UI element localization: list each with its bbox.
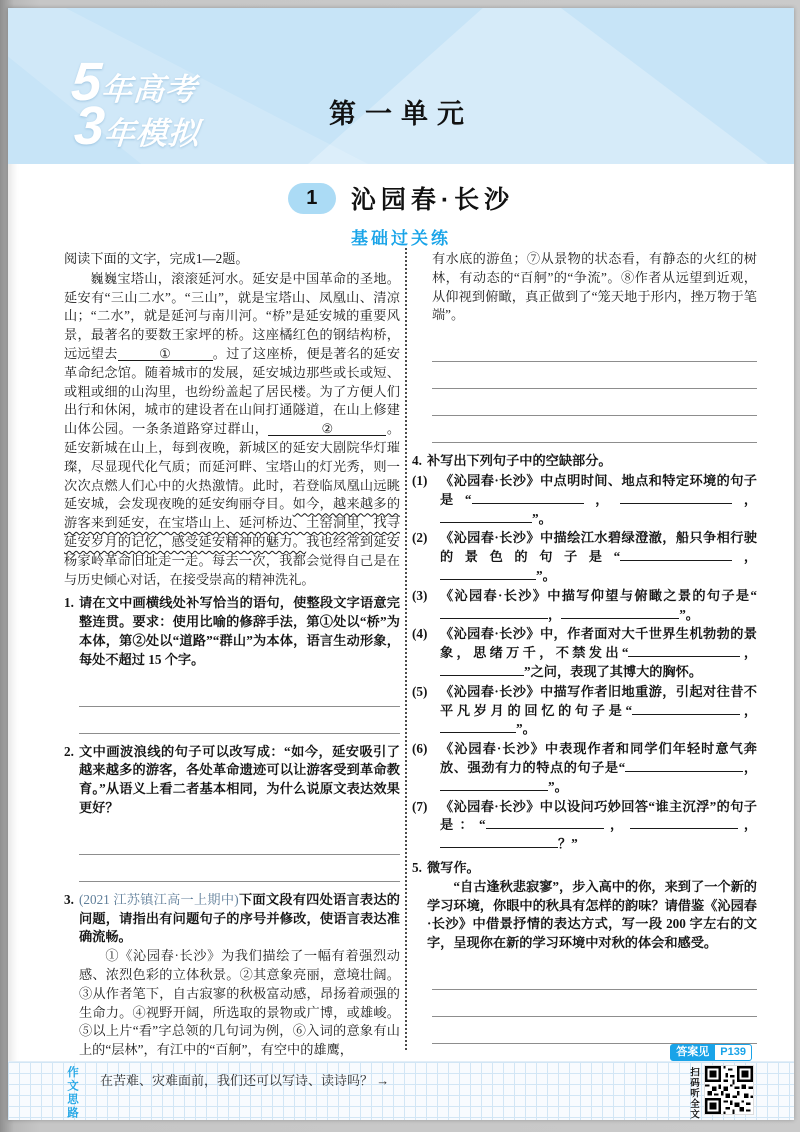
passage-text: 巍巍宝塔山，滚滚延河水。延安是中国革命的圣地。延安有“三山二水”。“三山”，就是宝塔山、凤凰山、清凉山；“二水”，就是延河与南川河。“桥”是延安城的重要风景，最著名的要数王家坪的桥。这座橘红色的钢结构桥，远远望去 — [64, 270, 400, 361]
item-label: (1) — [412, 472, 428, 488]
qr-block — [686, 1065, 754, 1120]
question-number: 1. — [64, 595, 74, 611]
answer-blank — [440, 663, 524, 676]
answer-blank — [440, 778, 548, 791]
essay-strip — [8, 1061, 794, 1120]
item-label: (3) — [412, 587, 428, 603]
q5-prompt: “自古逢秋悲寂寥”，步入高中的你，来到了一个新的学习环境，你眼中的秋具有怎样的韵味？请借鉴《沁园春·长沙》中借景抒情的表达方式，写一段 200 字左右的文字，呈现你在新的学习环境中对秋的体会和感受。 — [427, 878, 757, 951]
question-3 — [64, 891, 400, 947]
circled-2-marker: ② — [321, 421, 334, 437]
q3-paragraph-continuation: 有水底的游鱼；⑦从景物的状态看，有静态的火红的树林，有动态的“百舸”的“争流”。⑧作者从远望到近观，从仰视到俯瞰，真正做到了“笼天地于形内，挫万物于笔端”。 — [432, 251, 757, 323]
fill-blank-items — [412, 472, 757, 854]
item-label: (5) — [412, 683, 428, 699]
question-number: 5. — [412, 859, 422, 875]
wavy-underlined-text: 如今，越来越多的游客来到延安，在宝塔山上、延河桥边、土窑洞里，找寻延安岁月的记忆，感受延安精神的魅力。 — [64, 496, 401, 549]
fill-blank-item: (3) 《沁园春·长沙》中描写仰望与俯瞰之景的句子是“， ”。 — [412, 587, 757, 622]
band-decoration — [308, 8, 768, 164]
answer-blank — [486, 816, 604, 829]
item-label: (7) — [412, 798, 428, 814]
passage-blank-2 — [268, 422, 386, 436]
section-title: 基础过关练 — [351, 229, 451, 248]
item-label: (2) — [412, 530, 428, 546]
answer-line — [79, 707, 400, 734]
lesson-number-pill: 1 — [288, 183, 336, 214]
answer-line — [432, 416, 757, 443]
answer-badge-page: P139 — [715, 1044, 752, 1061]
answer-blank — [620, 491, 732, 504]
answer-reference-badge — [670, 1044, 752, 1061]
item-label: (6) — [412, 741, 428, 757]
lesson-title: 沁园春·长沙 — [350, 186, 515, 214]
question-text: 下面文段有四处语言表达的问题，请指出有问题句子的序号并修改，使语言表达准确流畅。 — [79, 891, 400, 945]
answer-line — [432, 389, 757, 416]
arrow-right-icon: → — [376, 1073, 390, 1088]
qr-label: 扫码听全文 — [688, 1067, 699, 1120]
brand-line-2: 3年模拟 — [72, 96, 202, 157]
passage-text: 。过了这座桥，便是著名的延安革命纪念馆。随着城市的发展，延安城边那些或长或短、或粗或细的山沟里，也纷纷盖起了居民楼。为了方便人们出行和休闲，城市的建设者在山间打通隧道，在山上修建山体公园。一条条道路穿过群山， — [64, 345, 401, 437]
answer-line — [79, 680, 400, 707]
answer-blank — [628, 644, 740, 657]
question-text: 请在文中画横线处补写恰当的语句，使整段文字语意完整连贯。要求：使用比喻的修辞手法，第①处以“桥”为本体，第②处以“道路”“群山”为本体，语言生动形象，每处不超过 15 个字。 — [79, 595, 400, 667]
fill-blank-item: (1) 《沁园春·长沙》中点明时间、地点和特定环境的句子是“ ， ，”。 — [412, 472, 758, 526]
lesson-heading — [8, 180, 794, 216]
answer-line — [79, 828, 400, 855]
left-column — [64, 250, 400, 1060]
qr-code-icon — [704, 1065, 754, 1115]
fill-blank-item: (2) 《沁园春·长沙》中描绘江水碧绿澄澈，船只争相行驶的景色的句子是“ ，”。 — [412, 530, 758, 583]
answer-blank — [625, 759, 743, 772]
passage-text: 。延安新城在山上，每到夜晚，新城区的延安大剧院华灯璀璨，尽显现代化气质；而延河畔、宝塔山的灯光秀，则一次次点燃人们心中的火热激情。此时，若登临凤凰山远眺延安城，会发现夜晚的延安绚丽夺目。 — [64, 421, 400, 512]
reading-passage — [64, 270, 400, 590]
question-number: 3. — [64, 891, 74, 907]
answer-blank — [440, 835, 558, 848]
reading-intro: 阅读下面的文字，完成1—2题。 — [64, 251, 249, 266]
fill-blank-item: (5) 《沁园春·长沙》中描写作者旧地重游，引起对往昔不平凡岁月的回忆的句子是“ ，”。 — [412, 683, 758, 737]
question-number: 2. — [64, 743, 74, 759]
essay-tab: 作文思路 — [66, 1066, 78, 1120]
answer-blank — [630, 816, 738, 829]
answer-blank — [472, 491, 584, 504]
answer-blank — [440, 720, 516, 733]
answer-line — [432, 963, 757, 990]
answer-blank — [440, 567, 536, 580]
passage-blank-1 — [118, 347, 213, 361]
item-label: (4) — [412, 626, 428, 642]
fill-blank-item: (6) 《沁园春·长沙》中表现作者和同学们年轻时意气奔放、强劲有力的特点的句子是“ ，”。 — [412, 741, 758, 794]
page — [8, 8, 794, 1120]
answer-blank — [632, 702, 740, 715]
right-column — [412, 250, 757, 1071]
fill-blank-item: (7) 《沁园春·长沙》中以设问巧妙回答“谁主沉浮”的句子是：“ ， ，？” — [412, 798, 758, 852]
q3-paragraph-left: ①《沁园春·长沙》为我们描绘了一幅有着强烈动感、浓烈色彩的立体秋景。②其意象亮丽，意境壮阔。③从作者笔下，自古寂寥的秋极富动感，昂扬着顽强的生命力。④视野开阔，所选取的景物或广博，或雄峻。⑤以上片“看”字总领的几句词为例，⑥入词的意象有山上的“层林”，有江中的“百舸”，有空中的雄鹰， — [79, 948, 400, 1058]
brand-line-1: 5年高考 — [69, 52, 199, 112]
answer-line — [432, 990, 757, 1017]
unit-title: 第一单元 — [329, 99, 473, 129]
answer-line — [432, 362, 757, 389]
question-text: 微写作。 — [427, 859, 480, 875]
question-number: 4. — [412, 453, 422, 469]
question-4 — [412, 452, 757, 471]
question-2 — [64, 743, 400, 818]
question-text: 文中画波浪线的句子可以改写成：“如今，延安吸引了越来越多的游客，各处革命遗迹可以让游客受到革命教育。”从语义上看二者基本相同，为什么说原文表达效果更好？ — [79, 743, 400, 815]
exam-source-tag: (2021 江苏镇江高一上期中) — [79, 891, 239, 907]
answer-line — [432, 335, 757, 362]
passage-text: 我也经常到延安杨家岭革命旧址走一走。每去一次，我都会觉得自己是在与历史倾心对话，在接受崇高的精神洗礼。 — [64, 533, 400, 587]
question-1 — [64, 594, 400, 669]
fill-blank-item: (4) 《沁园春·长沙》中，作者面对大千世界生机勃勃的景象，思绪万千，不禁发出“ ，”之问，表现了其博大的胸怀。 — [412, 626, 758, 679]
question-5 — [412, 859, 757, 878]
answer-line — [432, 1017, 757, 1044]
column-divider — [405, 248, 407, 1050]
answer-blank — [561, 606, 679, 619]
answer-badge-label: 答案见 — [670, 1044, 715, 1061]
answer-blank — [440, 606, 548, 619]
question-text: 补写出下列句子中的空缺部分。 — [427, 453, 612, 469]
circled-1-marker: ① — [159, 345, 171, 361]
essay-prompt — [100, 1070, 389, 1089]
answer-line — [79, 855, 400, 882]
answer-blank — [440, 510, 532, 523]
essay-prompt-text: 在苦难、灾难面前，我们还可以写诗、读诗吗？ — [100, 1073, 374, 1088]
answer-blank — [620, 548, 732, 561]
header-band — [8, 8, 794, 164]
